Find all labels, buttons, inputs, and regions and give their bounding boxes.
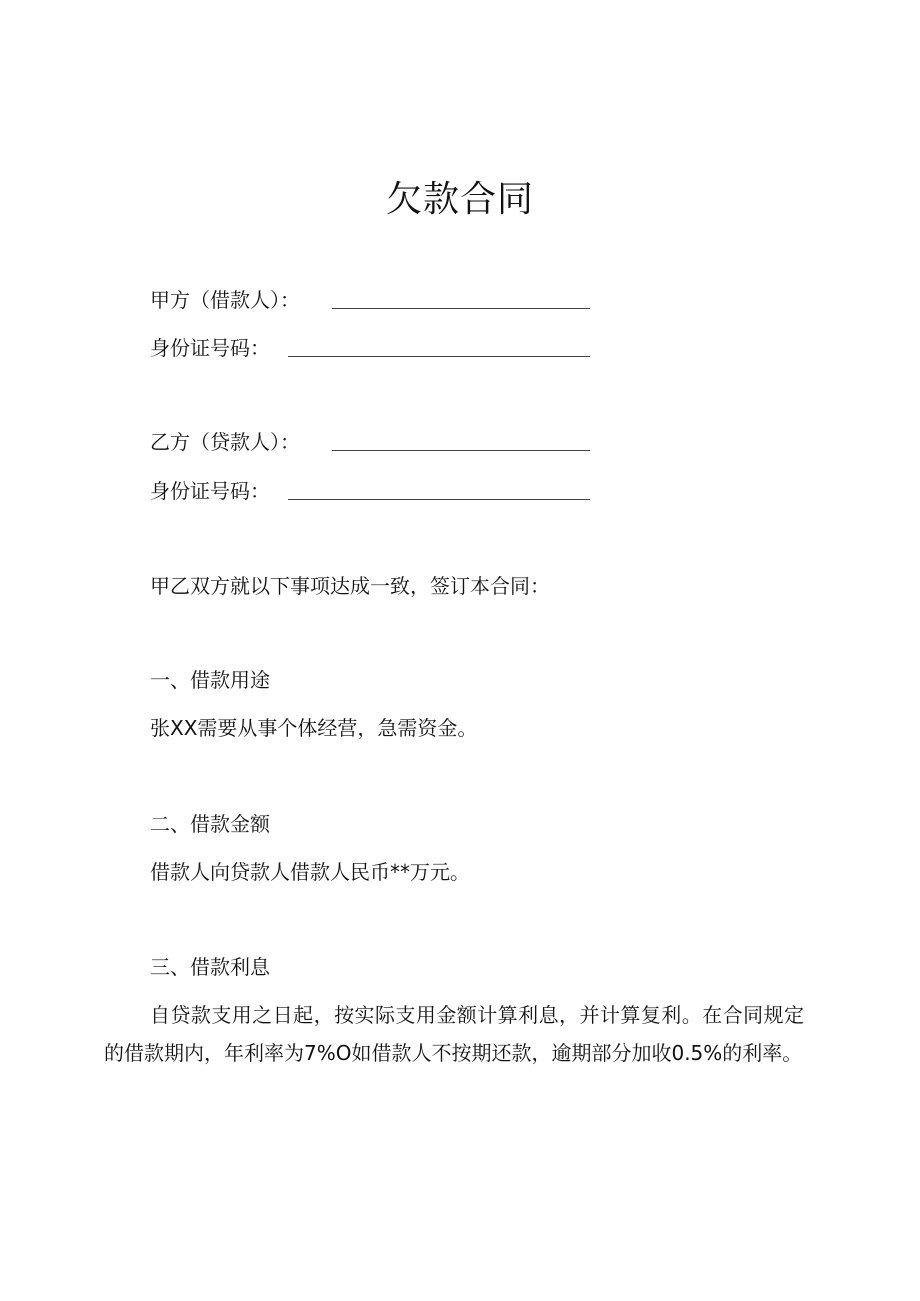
- section-body-amount: 借款人向贷款人借款人民币**万元。: [150, 860, 470, 884]
- page-title: 欠款合同: [385, 179, 534, 220]
- party-a-id-label: 身份证号码：: [150, 336, 270, 360]
- party-a-label: 甲方（借款人）：: [150, 288, 300, 312]
- party-b-field: [150, 428, 600, 458]
- party-a-blank-line[interactable]: [332, 308, 590, 309]
- party-b-id-field: [150, 477, 600, 507]
- section-body-interest: 自贷款支用之日起，按实际支用金额计算利息，并计算复利。在合同规定的借款期内，年利率为7%O如借款人不按期还款，逾期部分加收0.5%的利率。: [104, 1003, 804, 1065]
- party-b-id-label: 身份证号码：: [150, 479, 270, 503]
- party-b-id-blank-line[interactable]: [288, 499, 590, 500]
- party-a-field: [150, 286, 600, 316]
- section-body-purpose: 张XX需要从事个体经营，急需资金。: [150, 716, 478, 740]
- section-heading-purpose: 一、借款用途: [150, 668, 270, 692]
- party-a-id-field: [150, 334, 600, 364]
- intro-text: 甲乙双方就以下事项达成一致，签订本合同：: [150, 574, 550, 598]
- section-heading-interest: 三、借款利息: [150, 955, 270, 979]
- party-b-blank-line[interactable]: [332, 450, 590, 451]
- party-a-id-blank-line[interactable]: [288, 356, 590, 357]
- section-heading-amount: 二、借款金额: [150, 812, 270, 836]
- party-b-label: 乙方（贷款人）：: [150, 430, 300, 454]
